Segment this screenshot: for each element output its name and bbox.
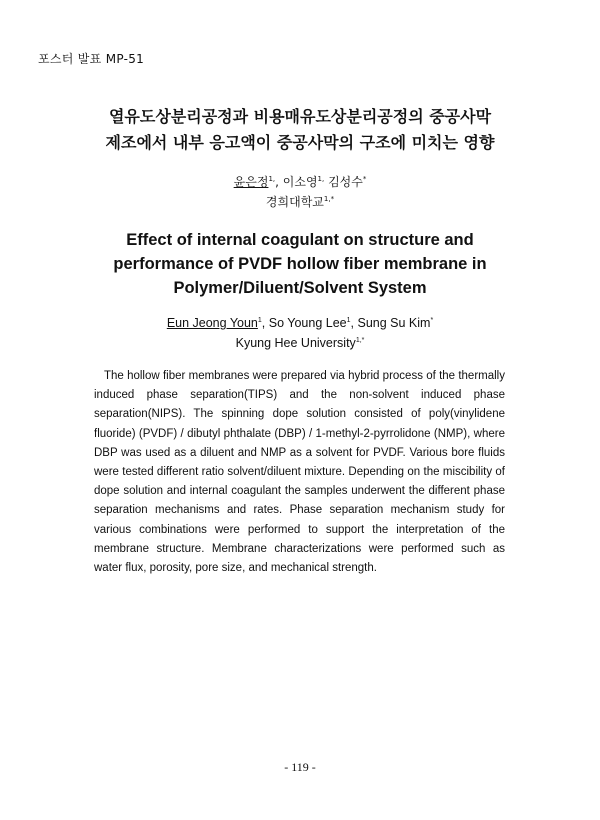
korean-title-line-1: 열유도상분리공정과 비용매유도상분리공정의 중공사막 — [108, 107, 492, 126]
korean-affiliation — [0, 192, 600, 212]
korean-affiliation-sup: 1,* — [323, 195, 335, 203]
korean-author-1: 윤은정 — [233, 175, 269, 189]
korean-author-1-sup: 1, — [268, 175, 276, 183]
english-author-2-sup: 1 — [346, 316, 351, 324]
english-author-sep-1: , — [261, 316, 269, 330]
korean-title — [0, 104, 600, 156]
english-title-line-2: performance of PVDF hollow fiber membrane in — [113, 255, 487, 273]
korean-author-2: 이소영 — [282, 175, 318, 189]
english-author-3: Sung Su Kim — [357, 316, 431, 330]
english-author-1-sup: 1 — [257, 316, 262, 324]
english-author-2: So Young Lee — [268, 316, 347, 330]
english-authors — [0, 313, 600, 333]
english-affiliation — [0, 333, 600, 353]
english-title-line-3: Polymer/Diluent/Solvent System — [173, 279, 427, 297]
english-author-block — [0, 313, 600, 353]
korean-author-3-sup: * — [362, 175, 367, 183]
english-author-3-sup: * — [430, 316, 434, 324]
english-title-line-1: Effect of internal coagulant on structure and — [126, 231, 474, 249]
english-affiliation-sup: 1,* — [355, 336, 365, 344]
page-number: - 119 - — [284, 760, 316, 774]
korean-author-3: 김성수 — [328, 175, 363, 189]
session-label: 포스터 발표 MP-51 — [38, 52, 145, 66]
english-affiliation-name: Kyung Hee University — [235, 336, 356, 350]
korean-author-block — [0, 172, 600, 212]
korean-authors — [0, 172, 600, 192]
abstract-text: The hollow fiber membranes were prepared via hybrid process of the thermally induced phase separation(TIPS) and the non-solvent induced phase separation(NIPS). The spinning dope solution consisted of poly(vinylidene fluoride) (PVDF) / dibutyl phthalate (DBP) / 1-methyl-2-pyrrolidone (NMP), where DBP was used as a diluent and NMP as a solvent for PVDF. Various bore fluids were tested different ratio solvent/diluent mixture. Depending on the miscibility of dope solution and internal coagulant the samples underwent the different phase separation mechanisms and rates. Phase separation mechanism study for various combinations were performed to support the interpretation of the membrane structure. Membrane characterizations were performed such as water flux, porosity, pore size, and mechanical strength. — [94, 370, 505, 575]
english-author-sep-2: , — [350, 316, 358, 330]
korean-author-sep-1: , — [275, 175, 283, 189]
korean-title-line-2: 제조에서 내부 응고액이 중공사막의 구조에 미치는 영향 — [105, 133, 495, 152]
english-author-1: Eun Jeong Youn — [166, 316, 258, 330]
korean-affiliation-name: 경희대학교 — [265, 195, 324, 209]
korean-author-2-sup: 1, — [317, 175, 325, 183]
english-title — [0, 228, 600, 300]
